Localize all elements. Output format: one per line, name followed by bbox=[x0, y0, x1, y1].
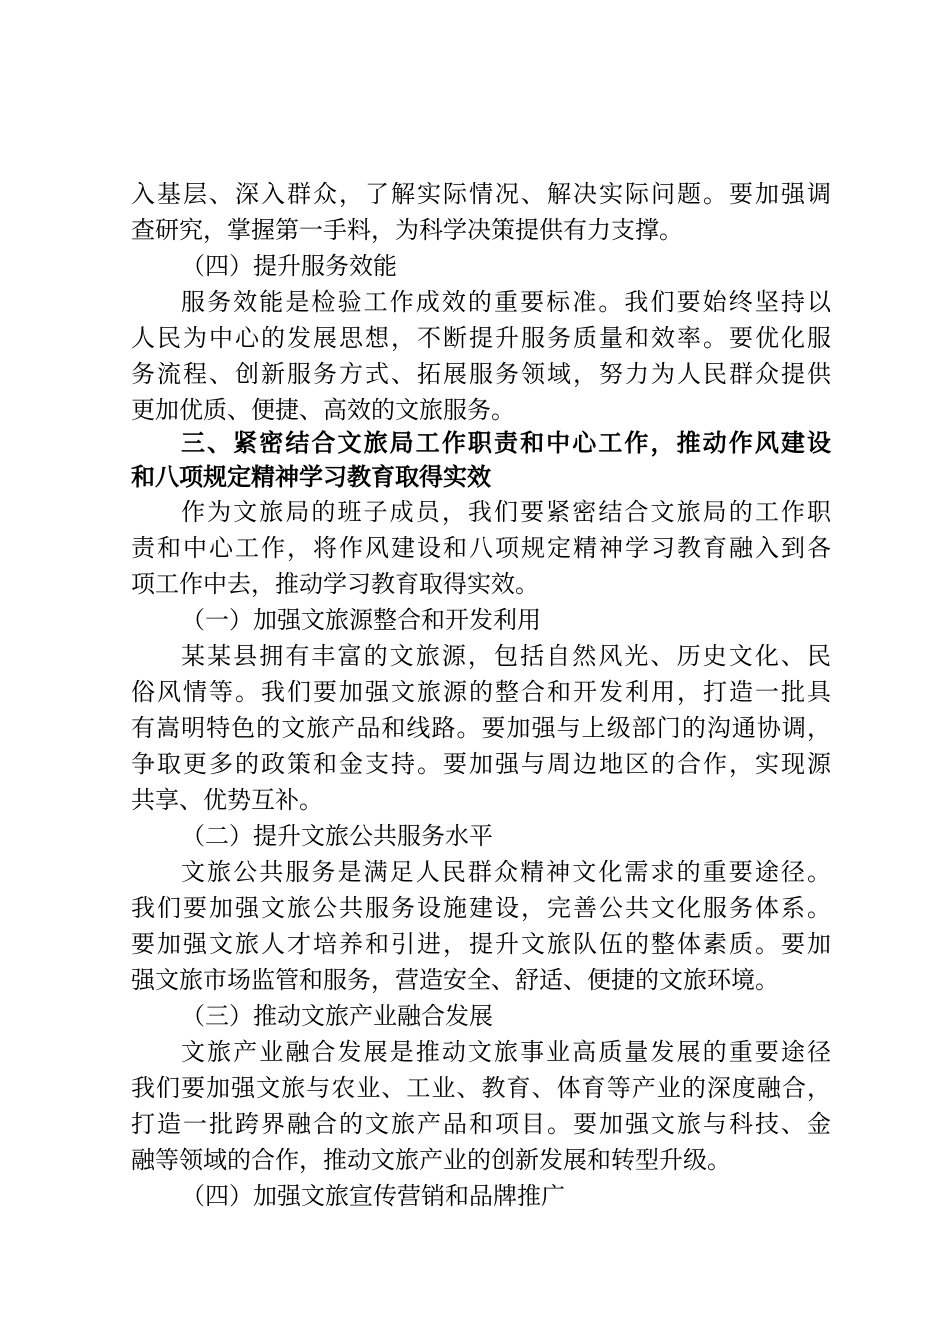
subsection-heading: （一）加强文旅源整合和开发利用 bbox=[181, 606, 541, 634]
subsection-heading: （四）提升服务效能 bbox=[181, 252, 397, 280]
body-text-line: 文旅公共服务是满足人民群众精神文化需求的重要途径。 bbox=[181, 858, 831, 886]
body-text-line: 责和中心工作，将作风建设和八项规定精神学习教育融入到各 bbox=[131, 534, 831, 562]
body-text-line: 务流程、创新服务方式、拓展服务领域，努力为人民群众提供 bbox=[131, 360, 831, 388]
body-text-line: 有嵩明特色的文旅产品和线路。要加强与上级部门的沟通协调， bbox=[131, 714, 831, 742]
subsection-heading: （三）推动文旅产业融合发展 bbox=[181, 1002, 493, 1030]
body-text-line: 项工作中去，推动学习教育取得实效。 bbox=[131, 570, 539, 598]
body-text-line: 我们要加强文旅公共服务设施建设，完善公共文化服务体系。 bbox=[131, 894, 831, 922]
body-text-line: 融等领域的合作，推动文旅产业的创新发展和转型升级。 bbox=[131, 1146, 731, 1174]
body-text-line: 人民为中心的发展思想，不断提升服务质量和效率。要优化服 bbox=[131, 324, 831, 352]
body-text-line: 文旅产业融合发展是推动文旅事业高质量发展的重要途径 bbox=[181, 1038, 831, 1066]
body-text-line: 入基层、深入群众，了解实际情况、解决实际问题。要加强调 bbox=[131, 180, 831, 208]
body-text-line: 要加强文旅人才培养和引进，提升文旅队伍的整体素质。要加 bbox=[131, 930, 831, 958]
section-heading: 三、紧密结合文旅局工作职责和中心工作，推动作风建设 bbox=[181, 429, 831, 457]
subsection-heading: （四）加强文旅宣传营销和品牌推广 bbox=[181, 1182, 565, 1210]
body-text-line: 服务效能是检验工作成效的重要标准。我们要始终坚持以 bbox=[181, 288, 831, 316]
body-text-line: 共享、优势互补。 bbox=[131, 786, 323, 814]
body-text-line: 强文旅市场监管和服务，营造安全、舒适、便捷的文旅环境。 bbox=[131, 966, 779, 994]
body-text-line: 作为文旅局的班子成员，我们要紧密结合文旅局的工作职 bbox=[181, 498, 831, 526]
section-heading: 和八项规定精神学习教育取得实效 bbox=[131, 463, 491, 491]
body-text-line: 争取更多的政策和金支持。要加强与周边地区的合作，实现源 bbox=[131, 750, 831, 778]
body-text-line: 更加优质、便捷、高效的文旅服务。 bbox=[131, 396, 515, 424]
subsection-heading: （二）提升文旅公共服务水平 bbox=[181, 822, 493, 850]
body-text-line: 打造一批跨界融合的文旅产品和项目。要加强文旅与科技、金 bbox=[131, 1110, 831, 1138]
body-text-line: 某某县拥有丰富的文旅源，包括自然风光、历史文化、民 bbox=[181, 642, 831, 670]
body-text-line: 俗风情等。我们要加强文旅源的整合和开发利用，打造一批具 bbox=[131, 678, 831, 706]
body-text-line: 我们要加强文旅与农业、工业、教育、体育等产业的深度融合， bbox=[131, 1074, 831, 1102]
body-text-line: 查研究，掌握第一手料，为科学决策提供有力支撑。 bbox=[131, 216, 683, 244]
